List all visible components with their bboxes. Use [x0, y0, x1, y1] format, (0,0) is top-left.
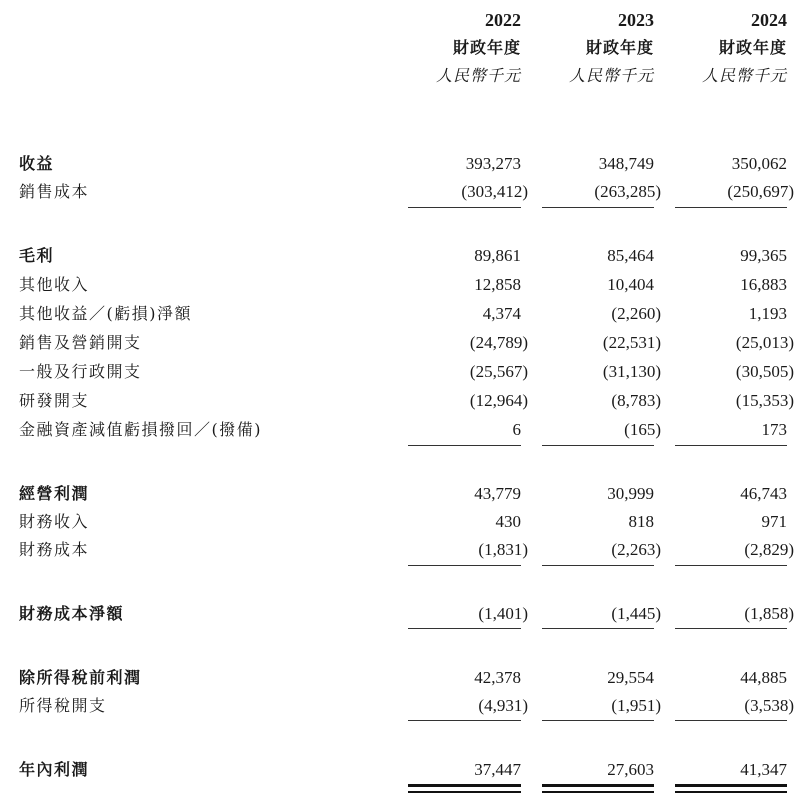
value-2023: (2,260) — [611, 304, 661, 323]
row-label: 收益 — [19, 154, 55, 173]
value-2024: 16,883 — [740, 275, 787, 294]
year-label: 2024 — [751, 10, 787, 30]
value-2024: 44,885 — [740, 668, 787, 687]
subtotal-rule — [542, 207, 654, 208]
row-label: 經營利潤 — [19, 484, 90, 503]
subtotal-rule — [408, 628, 521, 629]
value-2023: (1,951) — [611, 696, 661, 715]
value-2022: (1,401) — [478, 604, 528, 623]
value-2023: 348,749 — [598, 154, 654, 173]
value-2023: 30,999 — [607, 484, 654, 503]
row-label: 一般及行政開支 — [19, 362, 142, 381]
value-2022: 4,374 — [482, 304, 521, 323]
value-2024: 46,743 — [740, 484, 787, 503]
row-label: 所得稅開支 — [19, 696, 107, 715]
value-2024: (3,538) — [744, 696, 794, 715]
value-2024: 350,062 — [731, 154, 787, 173]
value-2022: 42,378 — [474, 668, 521, 687]
unit-label: 人民幣千元 — [435, 66, 521, 85]
value-2022: (12,964) — [469, 391, 528, 410]
row-label: 年內利潤 — [19, 760, 90, 779]
period-label: 財政年度 — [452, 38, 521, 57]
value-2022: 430 — [495, 512, 521, 531]
value-2024: 1,193 — [748, 304, 787, 323]
value-2022: (1,831) — [478, 540, 528, 559]
subtotal-rule — [675, 565, 787, 566]
subtotal-rule — [675, 628, 787, 629]
value-2023: 27,603 — [607, 760, 654, 779]
value-2023: (22,531) — [602, 333, 661, 352]
row-label: 銷售成本 — [19, 182, 90, 201]
value-2023: 29,554 — [607, 668, 654, 687]
value-2024: (250,697) — [727, 182, 794, 201]
row-label: 財務成本淨額 — [19, 604, 125, 623]
value-2022: 393,273 — [465, 154, 521, 173]
total-double-rule — [408, 791, 521, 793]
subtotal-rule — [542, 628, 654, 629]
total-double-rule — [542, 791, 654, 793]
value-2022: (303,412) — [461, 182, 528, 201]
value-2024: (30,505) — [735, 362, 794, 381]
value-2024: (25,013) — [735, 333, 794, 352]
total-double-rule — [408, 784, 521, 787]
value-2022: 43,779 — [474, 484, 521, 503]
subtotal-rule — [408, 445, 521, 446]
value-2023: (8,783) — [611, 391, 661, 410]
row-label: 銷售及營銷開支 — [19, 333, 142, 352]
total-double-rule — [542, 784, 654, 787]
total-double-rule — [675, 784, 787, 787]
value-2022: 12,858 — [474, 275, 521, 294]
row-label: 除所得稅前利潤 — [19, 668, 142, 687]
row-label: 財務成本 — [19, 540, 90, 559]
value-2024: 41,347 — [740, 760, 787, 779]
period-label: 財政年度 — [718, 38, 787, 57]
value-2024: (1,858) — [744, 604, 794, 623]
subtotal-rule — [675, 207, 787, 208]
value-2022: 89,861 — [474, 246, 521, 265]
value-2024: 971 — [761, 512, 787, 531]
row-label: 財務收入 — [19, 512, 90, 531]
row-label: 毛利 — [19, 246, 55, 265]
unit-label: 人民幣千元 — [568, 66, 654, 85]
subtotal-rule — [542, 565, 654, 566]
row-label: 其他收入 — [19, 275, 90, 294]
total-double-rule — [675, 791, 787, 793]
subtotal-rule — [408, 720, 521, 721]
subtotal-rule — [542, 445, 654, 446]
row-label: 其他收益／(虧損)淨額 — [19, 304, 192, 323]
value-2022: 37,447 — [474, 760, 521, 779]
value-2023: (2,263) — [611, 540, 661, 559]
year-label: 2022 — [485, 10, 521, 30]
year-label: 2023 — [618, 10, 654, 30]
value-2023: (1,445) — [611, 604, 661, 623]
unit-label: 人民幣千元 — [701, 66, 787, 85]
subtotal-rule — [675, 720, 787, 721]
subtotal-rule — [408, 207, 521, 208]
value-2023: 818 — [628, 512, 654, 531]
value-2024: (15,353) — [735, 391, 794, 410]
subtotal-rule — [542, 720, 654, 721]
value-2024: 99,365 — [740, 246, 787, 265]
value-2022: 6 — [512, 420, 521, 439]
value-2023: (165) — [624, 420, 661, 439]
row-label: 金融資產減值虧損撥回／(撥備) — [19, 420, 262, 439]
value-2023: 10,404 — [607, 275, 654, 294]
value-2024: 173 — [761, 420, 787, 439]
value-2023: (31,130) — [602, 362, 661, 381]
subtotal-rule — [675, 445, 787, 446]
row-label: 研發開支 — [19, 391, 90, 410]
value-2024: (2,829) — [744, 540, 794, 559]
period-label: 財政年度 — [585, 38, 654, 57]
value-2023: (263,285) — [594, 182, 661, 201]
value-2022: (25,567) — [469, 362, 528, 381]
value-2022: (4,931) — [478, 696, 528, 715]
subtotal-rule — [408, 565, 521, 566]
value-2023: 85,464 — [607, 246, 654, 265]
value-2022: (24,789) — [469, 333, 528, 352]
